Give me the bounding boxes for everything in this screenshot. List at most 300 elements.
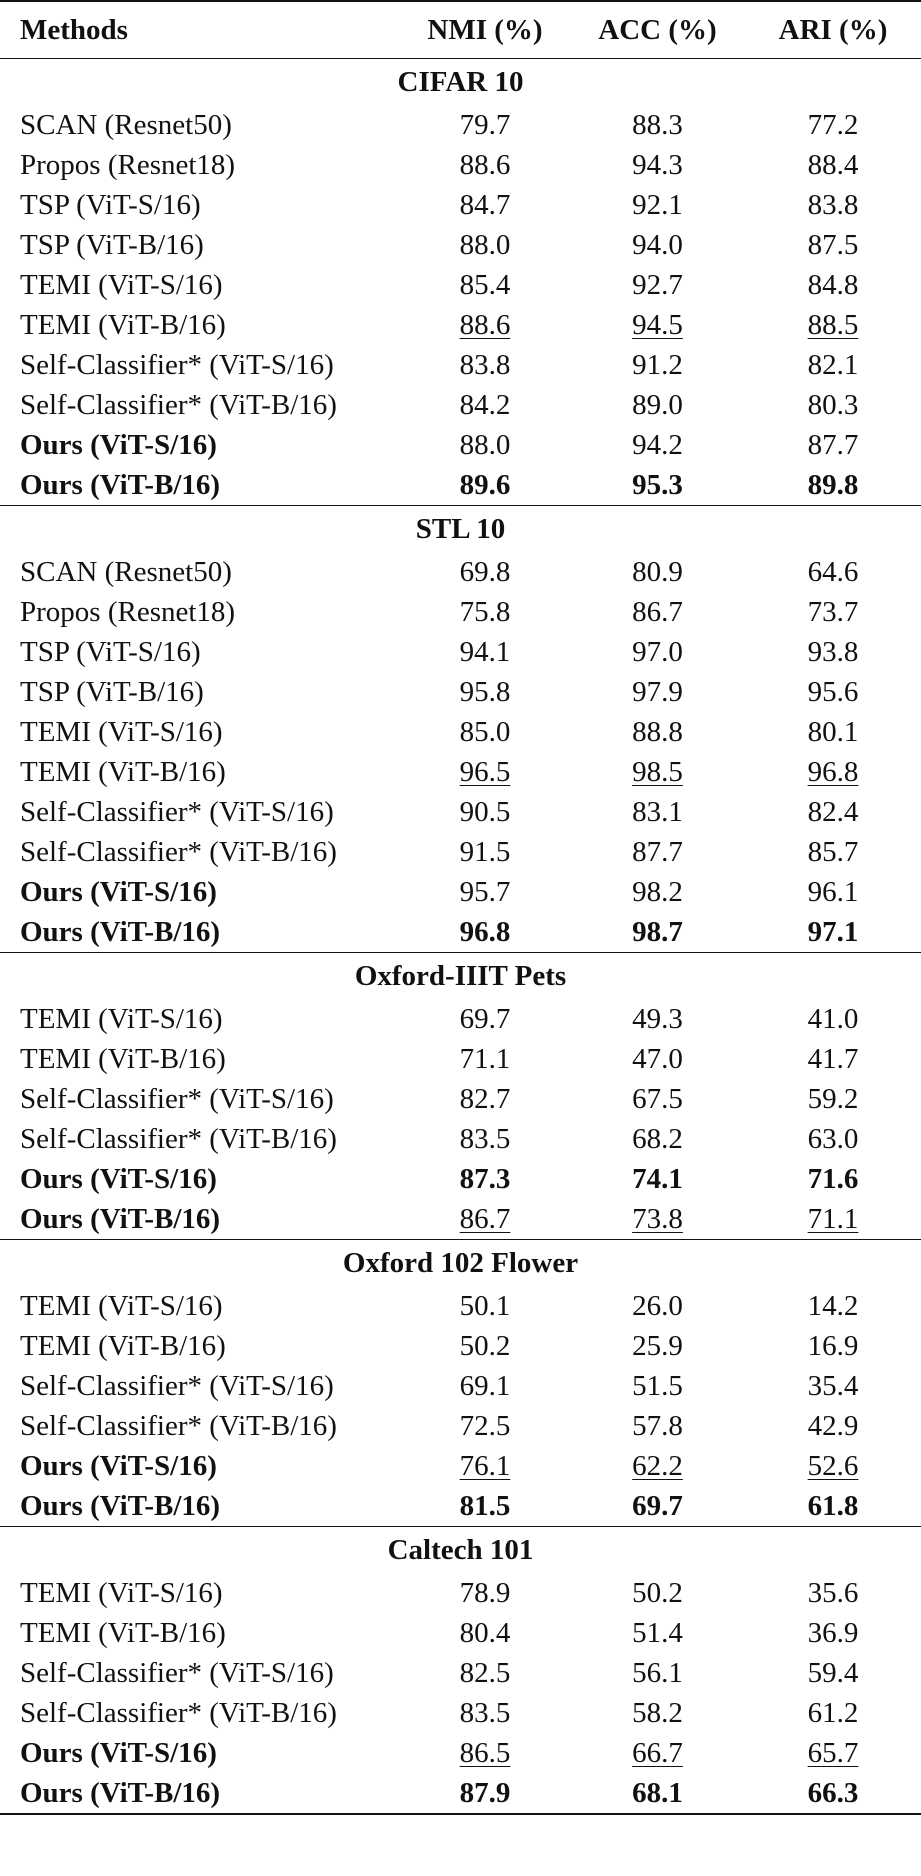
nmi-cell	[400, 1079, 570, 1119]
method-cell: Ours (ViT-B/16)	[20, 915, 221, 948]
acc-cell	[570, 1693, 745, 1733]
nmi-value: 80.4	[459, 1616, 511, 1649]
method-cell: Ours (ViT-B/16)	[20, 1489, 221, 1522]
ari-value: 41.7	[807, 1042, 859, 1075]
section-title: CIFAR 10	[397, 65, 524, 98]
table-row	[0, 912, 921, 953]
method-cell: Self-Classifier* (ViT-B/16)	[20, 388, 337, 421]
header-methods: Methods	[0, 1, 400, 59]
nmi-value: 69.7	[459, 1002, 511, 1035]
acc-cell	[570, 912, 745, 953]
ari-value: 88.5	[807, 308, 859, 341]
section-title: Oxford-IIIT Pets	[0, 953, 921, 1000]
method-cell: TEMI (ViT-S/16)	[20, 268, 223, 301]
nmi-cell	[400, 1039, 570, 1079]
acc-cell	[570, 465, 745, 506]
nmi-value: 87.3	[459, 1162, 511, 1195]
acc-cell	[570, 1446, 745, 1486]
ari-cell	[745, 1773, 921, 1814]
ari-cell	[745, 1079, 921, 1119]
acc-value: 88.3	[632, 108, 683, 141]
acc-value: 98.5	[632, 755, 683, 788]
table-row	[0, 265, 921, 305]
table-row	[0, 632, 921, 672]
acc-value: 92.7	[632, 268, 683, 301]
method-cell: TEMI (ViT-S/16)	[20, 715, 223, 748]
acc-cell	[570, 305, 745, 345]
acc-cell	[570, 872, 745, 912]
acc-value: 73.8	[632, 1202, 683, 1235]
nmi-value: 82.7	[459, 1082, 511, 1115]
nmi-cell	[400, 105, 570, 145]
nmi-value: 96.8	[459, 915, 511, 948]
nmi-cell	[400, 345, 570, 385]
acc-cell	[570, 425, 745, 465]
nmi-value: 81.5	[459, 1489, 511, 1522]
ari-cell	[745, 1199, 921, 1240]
nmi-cell	[400, 1366, 570, 1406]
nmi-value: 83.5	[459, 1696, 511, 1729]
acc-cell	[570, 672, 745, 712]
section-header-row	[0, 953, 921, 1000]
acc-value: 74.1	[632, 1162, 683, 1195]
ari-value: 82.4	[807, 795, 859, 828]
acc-value: 94.5	[632, 308, 683, 341]
method-cell: TEMI (ViT-B/16)	[20, 1329, 226, 1362]
section-header-row	[0, 506, 921, 553]
nmi-value: 86.5	[459, 1736, 511, 1769]
nmi-value: 90.5	[459, 795, 511, 828]
nmi-value: 89.6	[459, 468, 511, 501]
nmi-value: 71.1	[459, 1042, 511, 1075]
method-cell: SCAN (Resnet50)	[20, 108, 232, 141]
ari-value: 87.5	[807, 228, 859, 261]
table-row	[0, 1406, 921, 1446]
method-cell: Ours (ViT-S/16)	[20, 875, 217, 908]
ari-cell	[745, 872, 921, 912]
ari-value: 93.8	[807, 635, 859, 668]
nmi-value: 87.9	[459, 1776, 511, 1809]
section-title: Caltech 101	[0, 1527, 921, 1574]
table-row	[0, 225, 921, 265]
nmi-cell	[400, 792, 570, 832]
acc-value: 98.2	[632, 875, 683, 908]
ari-cell	[745, 1573, 921, 1613]
nmi-value: 88.6	[459, 148, 511, 181]
table-row	[0, 1486, 921, 1527]
nmi-value: 95.8	[459, 675, 511, 708]
nmi-value: 78.9	[459, 1576, 511, 1609]
header-nmi: NMI (%)	[400, 1, 570, 59]
table-row	[0, 872, 921, 912]
ari-cell	[745, 465, 921, 506]
table-row	[0, 792, 921, 832]
ari-cell	[745, 1366, 921, 1406]
acc-value: 80.9	[632, 555, 683, 588]
acc-cell	[570, 1286, 745, 1326]
method-cell: Self-Classifier* (ViT-S/16)	[20, 348, 334, 381]
acc-cell	[570, 105, 745, 145]
acc-cell	[570, 999, 745, 1039]
nmi-cell	[400, 1326, 570, 1366]
nmi-cell	[400, 265, 570, 305]
table-row	[0, 1159, 921, 1199]
ari-cell	[745, 1486, 921, 1527]
table-row	[0, 185, 921, 225]
nmi-cell	[400, 145, 570, 185]
acc-cell	[570, 145, 745, 185]
acc-value: 51.4	[632, 1616, 683, 1649]
ari-cell	[745, 385, 921, 425]
nmi-value: 50.1	[459, 1289, 511, 1322]
table-body	[0, 59, 921, 1815]
acc-value: 26.0	[632, 1289, 683, 1322]
ari-value: 97.1	[807, 915, 859, 948]
ari-value: 83.8	[807, 188, 859, 221]
ari-cell	[745, 552, 921, 592]
section-header-row	[0, 1240, 921, 1287]
method-cell: Self-Classifier* (ViT-S/16)	[20, 795, 334, 828]
nmi-cell	[400, 305, 570, 345]
nmi-cell	[400, 672, 570, 712]
table-row	[0, 1119, 921, 1159]
nmi-value: 82.5	[459, 1656, 511, 1689]
ari-cell	[745, 1326, 921, 1366]
ari-value: 84.8	[807, 268, 859, 301]
ari-value: 82.1	[807, 348, 859, 381]
table-row	[0, 552, 921, 592]
method-cell: Self-Classifier* (ViT-S/16)	[20, 1082, 334, 1115]
acc-cell	[570, 345, 745, 385]
acc-value: 91.2	[632, 348, 683, 381]
acc-cell	[570, 1199, 745, 1240]
acc-value: 68.1	[632, 1776, 683, 1809]
acc-value: 66.7	[632, 1736, 683, 1769]
table-row	[0, 712, 921, 752]
acc-value: 92.1	[632, 188, 683, 221]
method-cell: TEMI (ViT-S/16)	[20, 1576, 223, 1609]
nmi-value: 83.5	[459, 1122, 511, 1155]
ari-value: 61.2	[807, 1696, 859, 1729]
acc-cell	[570, 752, 745, 792]
header-acc: ACC (%)	[570, 1, 745, 59]
ari-value: 65.7	[807, 1736, 859, 1769]
method-cell: Ours (ViT-S/16)	[20, 1449, 217, 1482]
table-row	[0, 1693, 921, 1733]
method-cell: TSP (ViT-S/16)	[20, 635, 201, 668]
table-row	[0, 385, 921, 425]
acc-cell	[570, 185, 745, 225]
ari-value: 35.6	[807, 1576, 859, 1609]
acc-cell	[570, 1773, 745, 1814]
nmi-cell	[400, 1119, 570, 1159]
nmi-value: 94.1	[459, 635, 511, 668]
table-row	[0, 1446, 921, 1486]
ari-cell	[745, 632, 921, 672]
ari-cell	[745, 752, 921, 792]
acc-value: 86.7	[632, 595, 683, 628]
method-cell: Ours (ViT-S/16)	[20, 1162, 217, 1195]
acc-value: 89.0	[632, 388, 683, 421]
acc-cell	[570, 1326, 745, 1366]
ari-cell	[745, 185, 921, 225]
nmi-value: 69.8	[459, 555, 511, 588]
table-row	[0, 1039, 921, 1079]
acc-value: 97.9	[632, 675, 683, 708]
ari-cell	[745, 912, 921, 953]
acc-value: 94.0	[632, 228, 683, 261]
ari-cell	[745, 592, 921, 632]
method-cell: Propos (Resnet18)	[20, 595, 236, 628]
ari-cell	[745, 105, 921, 145]
ari-value: 42.9	[807, 1409, 859, 1442]
acc-cell	[570, 552, 745, 592]
ari-cell	[745, 1119, 921, 1159]
table-row	[0, 1613, 921, 1653]
method-cell: SCAN (Resnet50)	[20, 555, 232, 588]
nmi-value: 88.6	[459, 308, 511, 341]
ari-cell	[745, 145, 921, 185]
table-row	[0, 832, 921, 872]
ari-value: 73.7	[807, 595, 859, 628]
header-ari: ARI (%)	[745, 1, 921, 59]
nmi-value: 86.7	[459, 1202, 511, 1235]
acc-value: 83.1	[632, 795, 683, 828]
ari-value: 14.2	[807, 1289, 859, 1322]
nmi-cell	[400, 832, 570, 872]
ari-cell	[745, 1446, 921, 1486]
acc-cell	[570, 1613, 745, 1653]
nmi-cell	[400, 912, 570, 953]
acc-cell	[570, 1733, 745, 1773]
ari-cell	[745, 1733, 921, 1773]
ari-value: 88.4	[807, 148, 859, 181]
table-row	[0, 752, 921, 792]
acc-value: 97.0	[632, 635, 683, 668]
acc-value: 62.2	[632, 1449, 683, 1482]
nmi-cell	[400, 872, 570, 912]
ari-cell	[745, 832, 921, 872]
ari-cell	[745, 425, 921, 465]
table-row	[0, 1573, 921, 1613]
acc-value: 50.2	[632, 1576, 683, 1609]
method-cell: Ours (ViT-B/16)	[20, 468, 221, 501]
ari-value: 16.9	[807, 1329, 859, 1362]
acc-cell	[570, 792, 745, 832]
nmi-cell	[400, 712, 570, 752]
table-row	[0, 105, 921, 145]
ari-cell	[745, 672, 921, 712]
nmi-value: 91.5	[459, 835, 511, 868]
nmi-value: 50.2	[459, 1329, 511, 1362]
nmi-cell	[400, 1733, 570, 1773]
ari-cell	[745, 1039, 921, 1079]
nmi-value: 75.8	[459, 595, 511, 628]
table-header	[0, 1, 921, 59]
ari-value: 61.8	[807, 1489, 859, 1522]
method-cell: Propos (Resnet18)	[20, 148, 236, 181]
ari-cell	[745, 712, 921, 752]
nmi-value: 76.1	[459, 1449, 511, 1482]
acc-cell	[570, 1159, 745, 1199]
nmi-cell	[400, 1773, 570, 1814]
ari-cell	[745, 1286, 921, 1326]
section-header-row	[0, 1527, 921, 1574]
acc-value: 88.8	[632, 715, 683, 748]
ari-cell	[745, 305, 921, 345]
nmi-cell	[400, 1613, 570, 1653]
method-cell: TSP (ViT-S/16)	[20, 188, 201, 221]
nmi-cell	[400, 592, 570, 632]
ari-value: 59.2	[807, 1082, 859, 1115]
acc-cell	[570, 265, 745, 305]
table-row	[0, 345, 921, 385]
acc-cell	[570, 1119, 745, 1159]
acc-cell	[570, 1366, 745, 1406]
method-cell: Self-Classifier* (ViT-B/16)	[20, 1409, 337, 1442]
ari-value: 64.6	[807, 555, 859, 588]
acc-cell	[570, 712, 745, 752]
section-title: Oxford 102 Flower	[0, 1240, 921, 1287]
method-cell: TEMI (ViT-S/16)	[20, 1289, 223, 1322]
ari-cell	[745, 265, 921, 305]
acc-value: 58.2	[632, 1696, 683, 1729]
nmi-cell	[400, 552, 570, 592]
nmi-value: 85.4	[459, 268, 511, 301]
nmi-value: 85.0	[459, 715, 511, 748]
ari-cell	[745, 345, 921, 385]
ari-value: 35.4	[807, 1369, 859, 1402]
ari-value: 89.8	[807, 468, 859, 501]
nmi-cell	[400, 632, 570, 672]
acc-value: 87.7	[632, 835, 683, 868]
table-row	[0, 672, 921, 712]
nmi-value: 69.1	[459, 1369, 511, 1402]
nmi-cell	[400, 1486, 570, 1527]
ari-value: 41.0	[807, 1002, 859, 1035]
table-row	[0, 305, 921, 345]
nmi-cell	[400, 1199, 570, 1240]
nmi-cell	[400, 425, 570, 465]
acc-cell	[570, 1486, 745, 1527]
nmi-cell	[400, 1159, 570, 1199]
acc-cell	[570, 1653, 745, 1693]
method-cell: Self-Classifier* (ViT-S/16)	[20, 1369, 334, 1402]
ari-value: 95.6	[807, 675, 859, 708]
ari-value: 96.1	[807, 875, 859, 908]
section-title: STL 10	[0, 506, 921, 553]
ari-value: 66.3	[807, 1776, 859, 1809]
method-cell: Ours (ViT-B/16)	[20, 1776, 221, 1809]
acc-value: 68.2	[632, 1122, 683, 1155]
ari-cell	[745, 1653, 921, 1693]
acc-cell	[570, 385, 745, 425]
acc-cell	[570, 225, 745, 265]
acc-value: 49.3	[632, 1002, 683, 1035]
table-row	[0, 145, 921, 185]
table-row	[0, 1326, 921, 1366]
ari-cell	[745, 1613, 921, 1653]
acc-value: 94.3	[632, 148, 683, 181]
nmi-cell	[400, 1286, 570, 1326]
acc-value: 94.2	[632, 428, 683, 461]
nmi-cell	[400, 465, 570, 506]
table-row	[0, 1773, 921, 1814]
acc-cell	[570, 832, 745, 872]
table-row	[0, 1366, 921, 1406]
table-row	[0, 1079, 921, 1119]
ari-value: 87.7	[807, 428, 859, 461]
acc-cell	[570, 1079, 745, 1119]
method-cell: TEMI (ViT-B/16)	[20, 308, 226, 341]
acc-value: 95.3	[632, 468, 683, 501]
table-row	[0, 1286, 921, 1326]
ari-value: 52.6	[807, 1449, 859, 1482]
ari-value: 71.6	[807, 1162, 859, 1195]
acc-cell	[570, 1573, 745, 1613]
nmi-value: 84.2	[459, 388, 511, 421]
method-cell: Self-Classifier* (ViT-B/16)	[20, 1122, 337, 1155]
ari-cell	[745, 1693, 921, 1733]
table-row	[0, 1199, 921, 1240]
nmi-value: 88.0	[459, 228, 511, 261]
table-row	[0, 592, 921, 632]
ari-cell	[745, 1159, 921, 1199]
acc-value: 56.1	[632, 1656, 683, 1689]
acc-value: 47.0	[632, 1042, 683, 1075]
acc-cell	[570, 592, 745, 632]
acc-cell	[570, 1039, 745, 1079]
nmi-cell	[400, 1573, 570, 1613]
header-row	[0, 1, 921, 59]
method-cell: TEMI (ViT-B/16)	[20, 755, 226, 788]
ari-value: 59.4	[807, 1656, 859, 1689]
nmi-cell	[400, 1693, 570, 1733]
ari-cell	[745, 792, 921, 832]
section-header-row	[0, 59, 921, 106]
nmi-value: 84.7	[459, 188, 511, 221]
ari-value: 80.1	[807, 715, 859, 748]
acc-cell	[570, 632, 745, 672]
method-cell: Ours (ViT-S/16)	[20, 1736, 217, 1769]
method-cell: Ours (ViT-B/16)	[20, 1202, 221, 1235]
method-cell: Self-Classifier* (ViT-B/16)	[20, 1696, 337, 1729]
table-row	[0, 1733, 921, 1773]
nmi-cell	[400, 185, 570, 225]
acc-cell	[570, 1406, 745, 1446]
nmi-cell	[400, 1653, 570, 1693]
ari-value: 63.0	[807, 1122, 859, 1155]
method-cell: TEMI (ViT-S/16)	[20, 1002, 223, 1035]
nmi-value: 72.5	[459, 1409, 511, 1442]
acc-value: 67.5	[632, 1082, 683, 1115]
nmi-value: 83.8	[459, 348, 511, 381]
nmi-cell	[400, 385, 570, 425]
nmi-cell	[400, 752, 570, 792]
table-row	[0, 465, 921, 506]
acc-value: 57.8	[632, 1409, 683, 1442]
table-row	[0, 1653, 921, 1693]
table-row	[0, 999, 921, 1039]
method-cell: TSP (ViT-B/16)	[20, 228, 204, 261]
acc-value: 51.5	[632, 1369, 683, 1402]
ari-value: 36.9	[807, 1616, 859, 1649]
ari-value: 80.3	[807, 388, 859, 421]
method-cell: Self-Classifier* (ViT-B/16)	[20, 835, 337, 868]
method-cell: Self-Classifier* (ViT-S/16)	[20, 1656, 334, 1689]
acc-value: 98.7	[632, 915, 683, 948]
acc-value: 69.7	[632, 1489, 683, 1522]
